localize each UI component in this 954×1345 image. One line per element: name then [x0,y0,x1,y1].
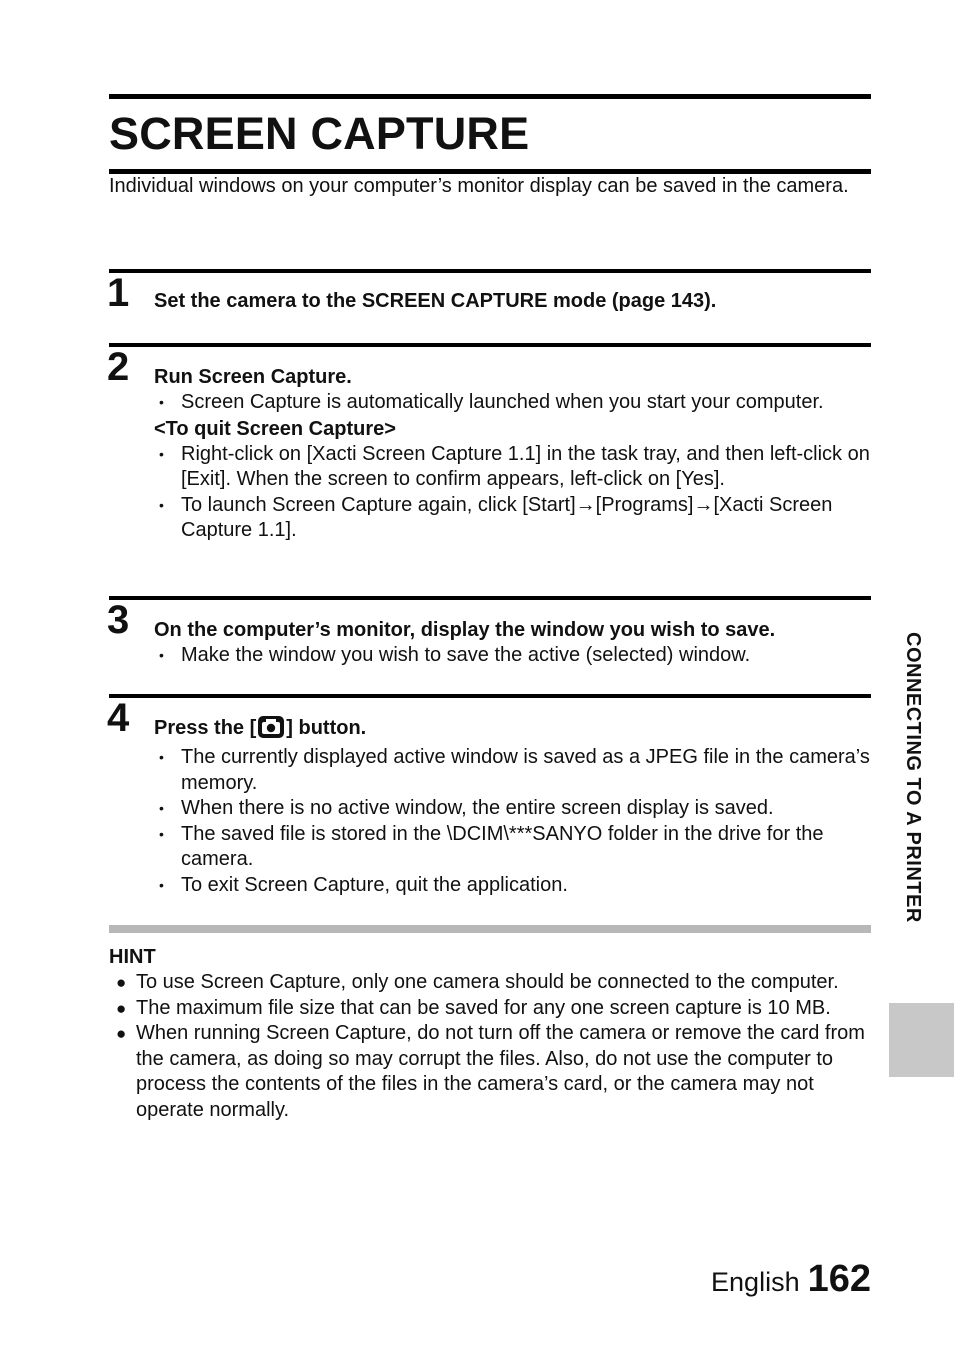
sub-heading: <To quit Screen Capture> [154,417,396,440]
list-item: • Screen Capture is automatically launched when you start your computer. [154,390,871,416]
hint-item: ● The maximum file size that can be saved for any one screen capture is 10 MB. [109,996,871,1022]
step-heading: On the computer’s monitor, display the window you wish to save. [154,619,776,641]
hint-title: HINT [109,946,156,968]
bullet-icon: • [159,876,164,893]
step-number: 3 [107,598,130,642]
camera-icon [258,716,284,745]
step-3 [109,596,871,669]
step-number: 1 [107,271,130,315]
side-tab [889,1003,954,1077]
bullet-icon: • [159,496,164,513]
footer-language: English [711,1267,800,1297]
hint-item: ● To use Screen Capture, only one camera should be connected to the computer. [109,970,871,996]
bullet-icon: • [159,445,164,462]
intro-text: Individual windows on your computer’s monitor display can be saved in the camera. [109,175,849,197]
bullet-icon: • [159,394,164,410]
step-2 [109,343,871,544]
side-section-label: CONNECTING TO A PRINTER [902,632,924,923]
bullet-icon: • [159,749,164,765]
bullet-icon: • [159,800,164,816]
list-item: • Right-click on [Xacti Screen Capture 1.1] in the task tray, and then left-click on [Exit]. When the screen to confirm appears, left-click on [Yes]. [159,442,870,490]
step-heading: Run Screen Capture. [154,366,352,388]
bullet-icon: • [159,647,164,663]
step-4 [109,694,871,898]
list-item: • To launch Screen Capture again, click [Start]→[Programs]→[Xacti Screen Capture 1.1]. [159,493,833,541]
bullet-icon: • [159,825,164,842]
step-number: 2 [107,345,130,389]
step-number: 4 [107,696,130,740]
step-1 [109,269,871,314]
hint-block [109,925,871,1123]
bullet-icon: ● [116,973,127,992]
hint-item: ● When running Screen Capture, do not turn off the camera or remove the card from the camera, as doing so may corrupt the files. Also, do not use the computer to process the contents of the files in the camera’s card, or the camera may not operate normally. [116,1022,865,1121]
bullet-icon: ● [116,998,127,1018]
list-item: • Make the window you wish to save the active (selected) window. [154,643,871,669]
step-heading: Press the [ ] button. [154,716,871,745]
title-block [109,94,871,174]
step-heading: Set the camera to the SCREEN CAPTURE mode (page 143). [154,290,717,312]
list-item: • When there is no active window, the entire screen display is saved. [154,796,871,822]
page-footer [711,1258,871,1301]
list-item: • The currently displayed active window is saved as a JPEG file in the camera’s memory. [159,746,870,794]
bullet-icon: ● [116,1024,127,1043]
page-title: SCREEN CAPTURE [109,108,530,159]
page-number: 162 [807,1258,871,1300]
list-item: • To exit Screen Capture, quit the application. [154,873,871,899]
hint-bar [109,925,871,933]
list-item: • The saved file is stored in the \DCIM\***SANYO folder in the drive for the camera. [159,822,824,870]
